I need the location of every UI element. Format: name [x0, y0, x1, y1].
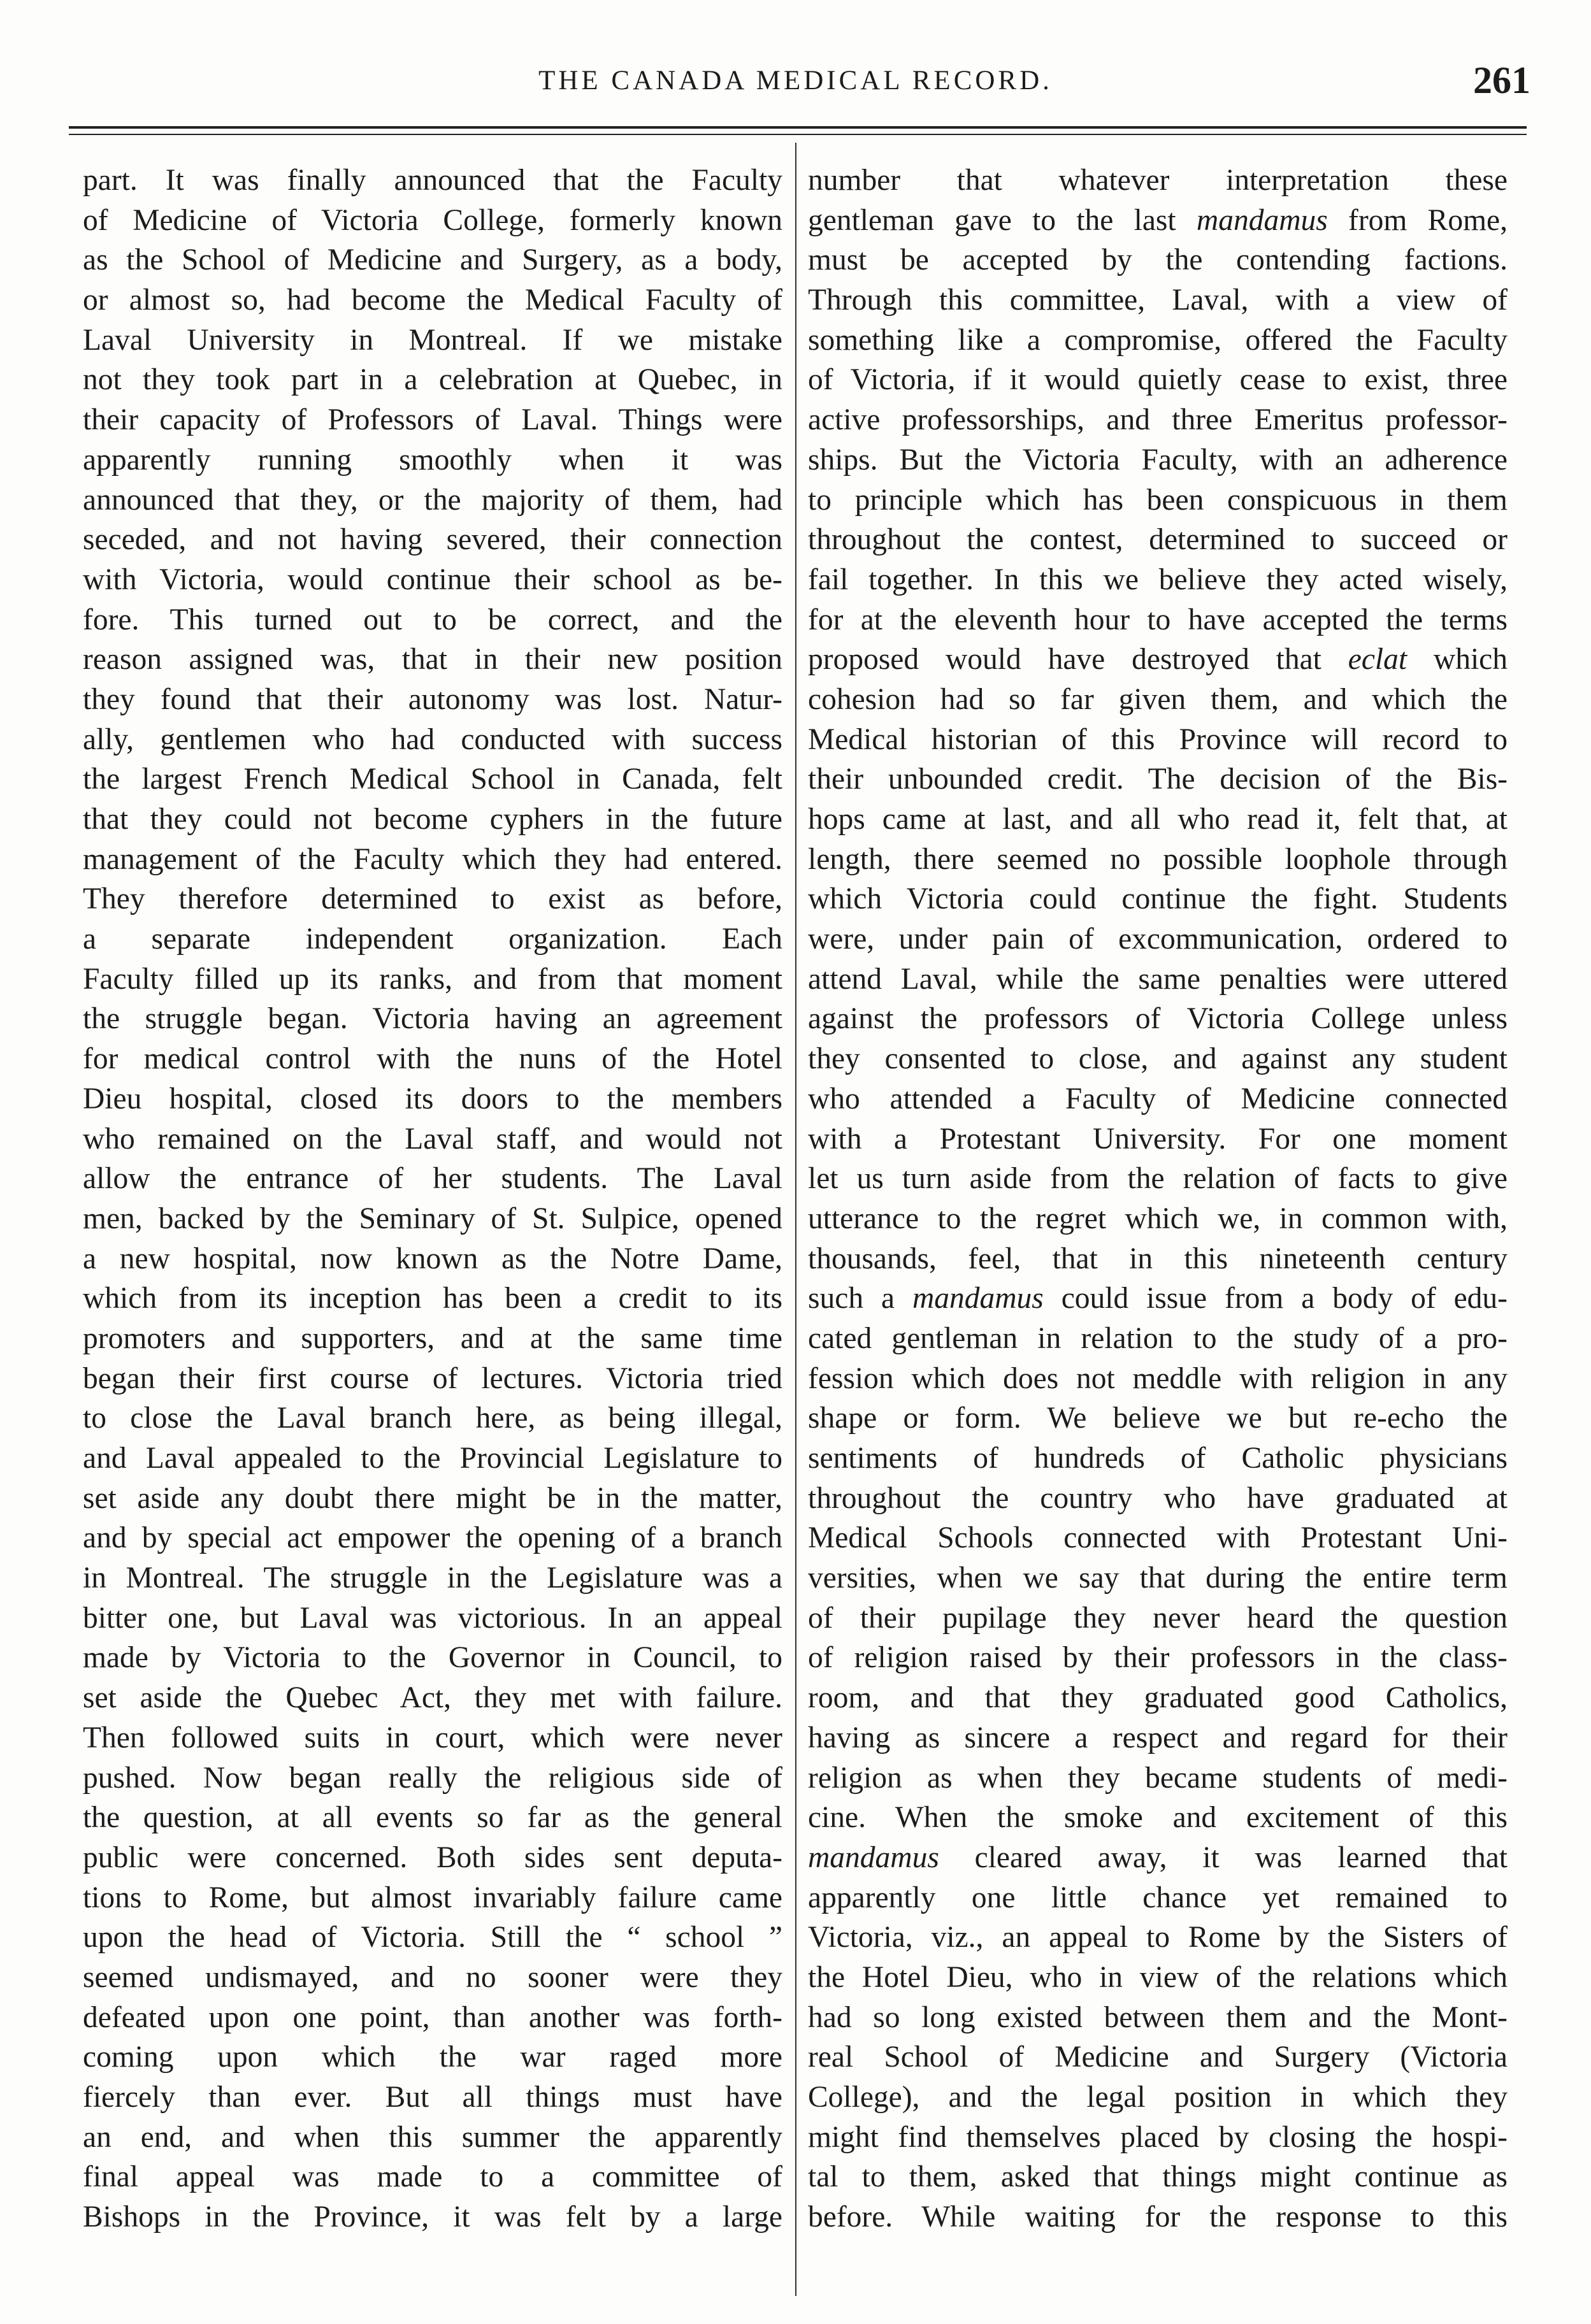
text-line: tal to them, asked that things might continue as — [808, 2160, 1508, 2194]
text-line: management of the Faculty which they had entered. — [83, 842, 782, 876]
text-line: ally, gentlemen who had conducted with success — [83, 722, 782, 756]
text-line: gentleman gave to the last mandamus from Rome, — [808, 203, 1508, 237]
page-number: 261 — [1473, 59, 1530, 101]
text-line: ships. But the Victoria Faculty, with an adherence — [808, 443, 1508, 477]
text-line: of Victoria, if it would quietly cease to exist, three — [808, 363, 1508, 397]
text-line: began their first course of lectures. Victoria tried — [83, 1361, 782, 1395]
text-line: with Victoria, would continue their school as be- — [83, 563, 782, 596]
text-line: were, under pain of excommunication, ordered to — [808, 922, 1508, 956]
text-line: men, backed by the Seminary of St. Sulpice, opened — [83, 1201, 782, 1235]
text-line: and by special act empower the opening of a branch — [83, 1521, 782, 1555]
text-line: mandamus cleared away, it was learned that — [808, 1840, 1508, 1874]
text-line: allow the entrance of her students. The Laval — [83, 1162, 782, 1196]
text-line: Dieu hospital, closed its doors to the members — [83, 1082, 782, 1115]
text-line: which Victoria could continue the fight. Students — [808, 882, 1508, 916]
text-line: such a mandamus could issue from a body of edu- — [808, 1282, 1508, 1316]
text-line: defeated upon one point, than another was forth- — [83, 2000, 782, 2034]
text-line: thousands, feel, that in this nineteenth century — [808, 1242, 1508, 1275]
text-line: that they could not become cyphers in the future — [83, 803, 782, 836]
text-line: who attended a Faculty of Medicine connected — [808, 1082, 1508, 1115]
text-line: fession which does not meddle with religion in any — [808, 1361, 1508, 1395]
text-line: of religion raised by their professors in the class- — [808, 1641, 1508, 1675]
text-line: bitter one, but Laval was victorious. In an appeal — [83, 1601, 782, 1635]
text-line: of Medicine of Victoria College, formerly known — [83, 203, 782, 237]
text-line: Medical Schools connected with Protestant Uni- — [808, 1521, 1508, 1555]
text-line: made by Victoria to the Governor in Council, to — [83, 1641, 782, 1675]
text-line: active professorships, and three Emeritus professor- — [808, 403, 1508, 437]
text-line: the Hotel Dieu, who in view of the relations which — [808, 1960, 1508, 1994]
text-line: something like a compromise, offered the Faculty — [808, 323, 1508, 357]
text-line: Laval University in Montreal. If we mistake — [83, 323, 782, 357]
text-line: Then followed suits in court, which were never — [83, 1721, 782, 1754]
text-line: room, and that they graduated good Catholics, — [808, 1681, 1508, 1715]
text-line: real School of Medicine and Surgery (Victoria — [808, 2041, 1508, 2074]
text-line: promoters and supporters, and at the same time — [83, 1321, 782, 1355]
text-line: They therefore determined to exist as before, — [83, 882, 782, 916]
text-line: their unbounded credit. The decision of the Bis- — [808, 763, 1508, 796]
text-line: reason assigned was, that in their new position — [83, 643, 782, 677]
text-line: Victoria, viz., an appeal to Rome by the Sisters of — [808, 1921, 1508, 1955]
text-line: pushed. Now began really the religious side of — [83, 1761, 782, 1795]
text-line: with a Protestant University. For one moment — [808, 1122, 1508, 1156]
text-column-right — [808, 161, 1508, 2237]
text-line: Through this committee, Laval, with a view of — [808, 283, 1508, 317]
header-rule-thick — [69, 126, 1527, 129]
text-line: upon the head of Victoria. Still the “ school ” — [83, 1921, 782, 1955]
text-line: versities, when we say that during the entire term — [808, 1561, 1508, 1595]
text-line: a new hospital, now known as the Notre Dame, — [83, 1242, 782, 1275]
text-line: seceded, and not having severed, their connection — [83, 523, 782, 557]
text-column-left — [83, 161, 782, 2237]
text-line: let us turn aside from the relation of facts to give — [808, 1162, 1508, 1196]
text-line: shape or form. We believe we but re-echo the — [808, 1402, 1508, 1435]
text-line: and Laval appealed to the Provincial Legislature to — [83, 1442, 782, 1475]
text-line: Bishops in the Province, it was felt by a large — [83, 2200, 782, 2234]
text-line: they found that their autonomy was lost. Natur- — [83, 682, 782, 716]
text-line: apparently running smoothly when it was — [83, 443, 782, 477]
text-line: had so long existed between them and the Mont- — [808, 2000, 1508, 2034]
text-line: as the School of Medicine and Surgery, as a body, — [83, 243, 782, 277]
text-line: apparently one little chance yet remained to — [808, 1881, 1508, 1914]
text-line: part. It was finally announced that the Faculty — [83, 164, 782, 197]
text-line: fiercely than ever. But all things must have — [83, 2081, 782, 2114]
text-line: cated gentleman in relation to the study of a pro- — [808, 1321, 1508, 1355]
text-line: against the professors of Victoria College unless — [808, 1002, 1508, 1036]
text-line: utterance to the regret which we, in common with, — [808, 1201, 1508, 1235]
text-line: fore. This turned out to be correct, and the — [83, 603, 782, 636]
header-rule-thin — [69, 134, 1527, 135]
text-line: religion as when they became students of medi- — [808, 1761, 1508, 1795]
text-line: they consented to close, and against any student — [808, 1042, 1508, 1076]
text-line: the largest French Medical School in Canada, felt — [83, 763, 782, 796]
running-head — [0, 59, 1591, 110]
text-line: might find themselves placed by closing the hospi- — [808, 2120, 1508, 2154]
text-line: Medical historian of this Province will record to — [808, 722, 1508, 756]
text-line: final appeal was made to a committee of — [83, 2160, 782, 2194]
text-line: tions to Rome, but almost invariably failure came — [83, 1881, 782, 1914]
text-line: a separate independent organization. Each — [83, 922, 782, 956]
text-line: an end, and when this summer the apparently — [83, 2120, 782, 2154]
text-line: public were concerned. Both sides sent deputa- — [83, 1840, 782, 1874]
text-line: throughout the contest, determined to succeed or — [808, 523, 1508, 557]
text-line: proposed would have destroyed that eclat which — [808, 643, 1508, 677]
text-line: attend Laval, while the same penalties were uttered — [808, 962, 1508, 996]
text-line: the question, at all events so far as the general — [83, 1801, 782, 1835]
text-line: Faculty filled up its ranks, and from that moment — [83, 962, 782, 996]
text-line: cine. When the smoke and excitement of this — [808, 1801, 1508, 1835]
text-line: hops came at last, and all who read it, felt that, at — [808, 803, 1508, 836]
text-line: set aside any doubt there might be in the matter, — [83, 1481, 782, 1515]
text-line: throughout the country who have graduated at — [808, 1481, 1508, 1515]
text-line: for at the eleventh hour to have accepted the terms — [808, 603, 1508, 636]
text-line: College), and the legal position in which they — [808, 2081, 1508, 2114]
text-line: sentiments of hundreds of Catholic physicians — [808, 1442, 1508, 1475]
text-line: coming upon which the war raged more — [83, 2041, 782, 2074]
text-line: cohesion had so far given them, and which the — [808, 682, 1508, 716]
text-line: not they took part in a celebration at Quebec, in — [83, 363, 782, 397]
text-line: who remained on the Laval staff, and would not — [83, 1122, 782, 1156]
text-line: length, there seemed no possible loophole through — [808, 842, 1508, 876]
journal-title: THE CANADA MEDICAL RECORD. — [538, 66, 1053, 96]
text-line: number that whatever interpretation these — [808, 164, 1508, 197]
text-line: fail together. In this we believe they acted wisely, — [808, 563, 1508, 596]
text-line: in Montreal. The struggle in the Legislature was a — [83, 1561, 782, 1595]
text-line: set aside the Quebec Act, they met with failure. — [83, 1681, 782, 1715]
text-line: their capacity of Professors of Laval. Things were — [83, 403, 782, 437]
text-line: seemed undismayed, and no sooner were they — [83, 1960, 782, 1994]
text-line: to principle which has been conspicuous in them — [808, 483, 1508, 517]
text-line: before. While waiting for the response to this — [808, 2200, 1508, 2234]
text-line: must be accepted by the contending factions. — [808, 243, 1508, 277]
text-line: having as sincere a respect and regard for their — [808, 1721, 1508, 1754]
text-line: or almost so, had become the Medical Faculty of — [83, 283, 782, 317]
text-line: for medical control with the nuns of the Hotel — [83, 1042, 782, 1076]
text-line: which from its inception has been a credit to its — [83, 1282, 782, 1316]
column-divider — [795, 143, 796, 2296]
text-line: of their pupilage they never heard the question — [808, 1601, 1508, 1635]
text-line: announced that they, or the majority of them, had — [83, 483, 782, 517]
text-line: to close the Laval branch here, as being illegal, — [83, 1402, 782, 1435]
text-line: the struggle began. Victoria having an agreement — [83, 1002, 782, 1036]
